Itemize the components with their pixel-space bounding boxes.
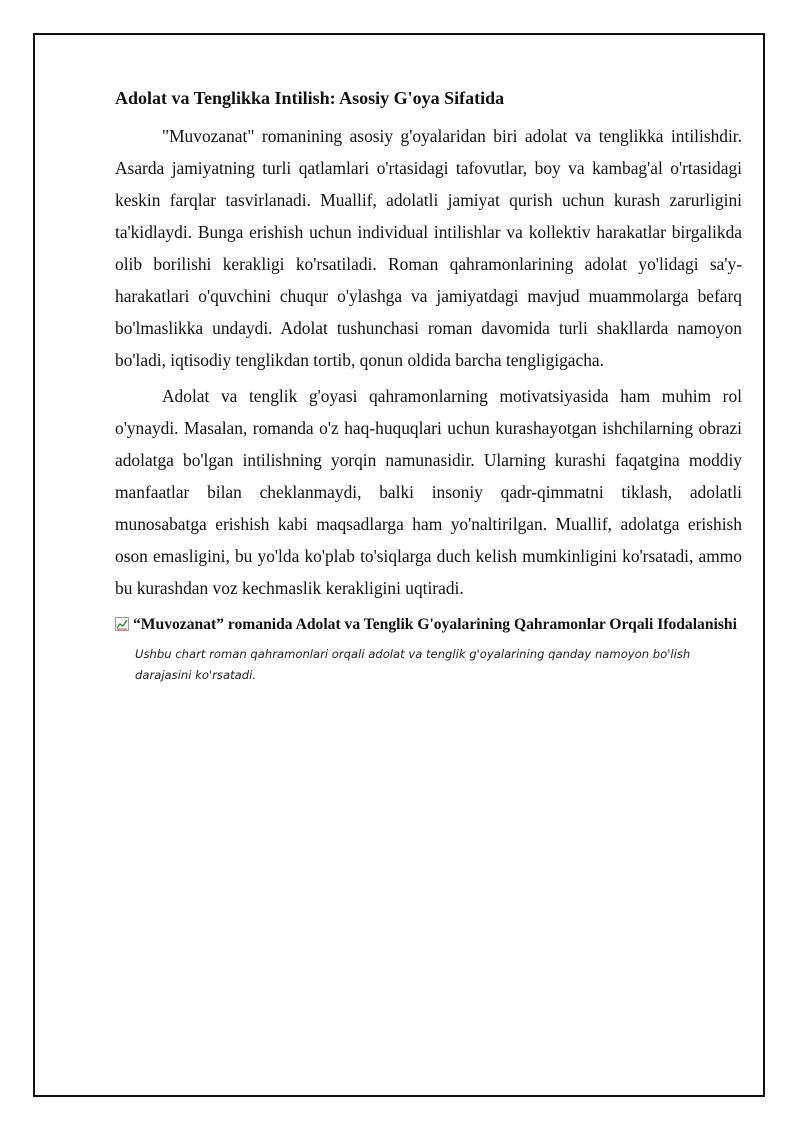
broken-image-icon (115, 616, 129, 630)
paragraph-2: Adolat va tenglik g'oyasi qahramonlarning motivatsiyasida ham muhim rol o'ynaydi. Masalan, romanda o'z haq-huquqlari uchun kurashayotgan ishchilarning obrazi adolatga bo'lgan intilishning yorqin namunasidir. Ularning kurashi faqatgina moddiy manfaatlar bilan cheklanmaydi, balki insoniy qadr-qimmatni tiklash, adolatli munosabatga erishish kabi maqsadlarga ham yo'naltirilgan. Muallif, adolatga erishish oson emasligini, bu yo'lda ko'plab to'siqlarga duch kelish mumkinligini ko'rsatadi, ammo bu kurashdan voz kechmaslik kerakligini uqtiradi. (115, 386, 742, 598)
section-heading: Adolat va Tenglikka Intilish: Asosiy G'oya Sifatida (115, 88, 505, 108)
chart-title: “Muvozanat” romanida Adolat va Tenglik G'oyalarining Qahramonlar Orqali Ifodalanishi (133, 616, 737, 633)
chart-caption: Ushbu chart roman qahramonlari orqali adolat va tenglik g'oyalarining qanday namoyon bo'lish darajasini ko'rsatadi. (135, 647, 691, 682)
document-body (115, 86, 742, 686)
chart-title-row (115, 614, 742, 636)
paragraph-1: "Muvozanat" romanining asosiy g'oyalaridan biri adolat va tenglikka intilishdir. Asarda jamiyatning turli qatlamlari o'rtasidagi tafovutlar, boy va kambag'al o'rtasidagi keskin farqlar tasvirlanadi. Muallif, adolatli jamiyat qurish uchun kurash zarurligini ta'kidlaydi. Bunga erishish uchun individual intilishlar va kollektiv harakatlar birgalikda olib borilishi kerakligi ko'rsatiladi. Roman qahramonlarining adolat yo'lidagi sa'y-harakatlari o'quvchini chuqur o'ylashga va jamiyatdagi mavjud muammolarga befarq bo'lmaslikka undaydi. Adolat tushunchasi roman davomida turli shakllarda namoyon bo'ladi, iqtisodiy tenglikdan tortib, qonun oldida barcha tengligigacha. (115, 126, 742, 370)
